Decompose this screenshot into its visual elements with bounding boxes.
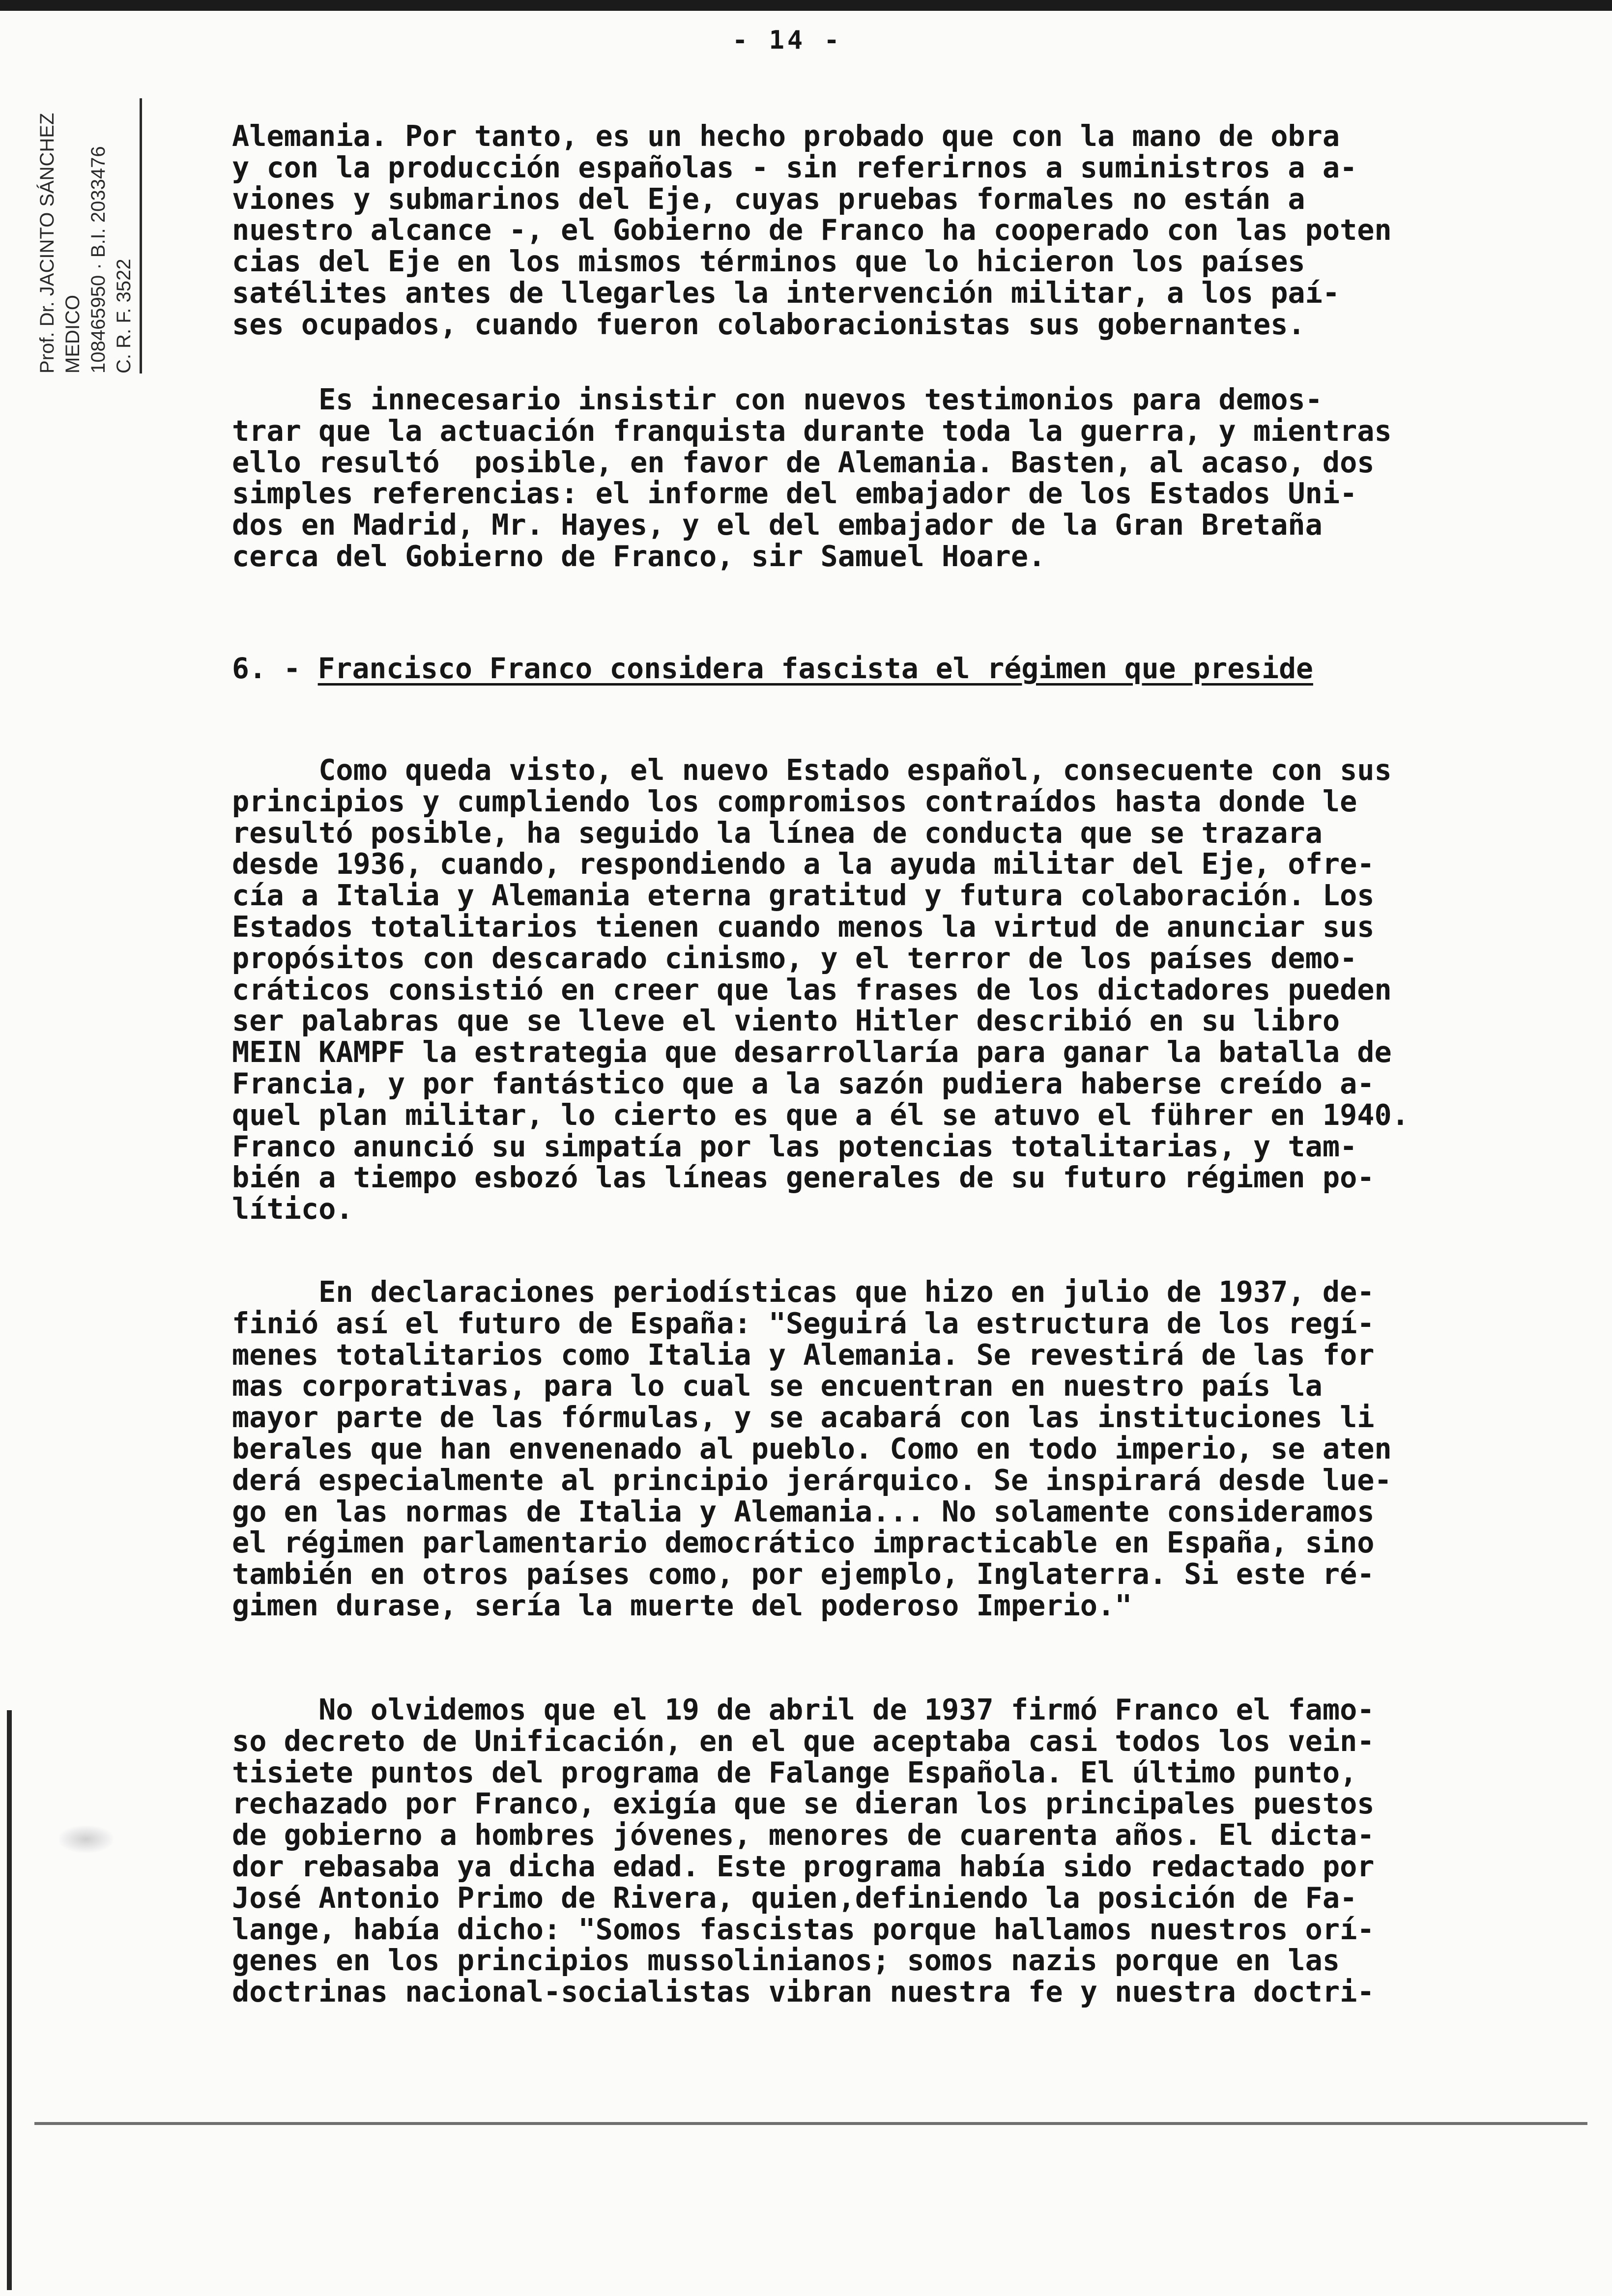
text-line: MEIN KAMPF la estrategia que desarrollaría para ganar la batalla de <box>232 1035 1392 1069</box>
text-line: y con la producción españolas - sin referirnos a suministros a a- <box>232 150 1357 184</box>
paragraph <box>232 384 1563 573</box>
paragraph <box>232 1694 1563 2008</box>
text-line: finió así el futuro de España: "Seguirá la estructura de los regí- <box>232 1306 1375 1340</box>
text-line: Es innecesario insistir con nuevos testimonios para demos- <box>232 383 1323 416</box>
text-line: quel plan militar, lo cierto es que a él se atuvo el führer en 1940. <box>232 1098 1409 1132</box>
section-number: 6. - <box>232 652 318 685</box>
text-line: No olvidemos que el 19 de abril de 1937 firmó Franco el famo- <box>232 1693 1375 1726</box>
doctor-stamp <box>34 20 142 373</box>
page-number: - 14 - <box>732 26 842 55</box>
text-line: viones y submarinos del Eje, cuyas pruebas formales no están a <box>232 182 1305 216</box>
text-line: bién a tiempo esbozó las líneas generales de su futuro régimen po- <box>232 1161 1375 1195</box>
text-line: Francia, y por fantástico que a la sazón pudiera haberse creído a- <box>232 1066 1375 1100</box>
text-line: gimen durase, sería la muerte del poderoso Imperio." <box>232 1588 1132 1622</box>
text-line: cía a Italia y Alemania eterna gratitud y futura colaboración. Los <box>232 879 1375 913</box>
stamp-line: Prof. Dr. JACINTO SÁNCHEZ <box>36 113 58 373</box>
scan-top-border <box>0 0 1612 11</box>
stamp-line: C. R. F. 3522 <box>113 258 135 373</box>
text-line: lítico. <box>232 1192 353 1226</box>
text-line: go en las normas de Italia y Alemania... No solamente consideramos <box>232 1494 1375 1528</box>
text-line: propósitos con descarado cinismo, y el terror de los países demo- <box>232 941 1357 975</box>
text-line: José Antonio Primo de Rivera, quien,definiendo la posición de Fa- <box>232 1881 1357 1915</box>
paragraph <box>232 755 1563 1225</box>
text-line: el régimen parlamentario democrático impracticable en España, sino <box>232 1526 1375 1560</box>
text-line: nuestro alcance -, el Gobierno de Franco ha cooperado con las poten <box>232 213 1392 247</box>
text-line: dos en Madrid, Mr. Hayes, y el del embajador de la Gran Bretaña <box>232 508 1323 542</box>
text-line: genes en los principios mussolinianos; somos nazis porque en las <box>232 1944 1340 1978</box>
scan-left-edge <box>7 1710 12 2290</box>
text-line: ses ocupados, cuando fueron colaboracionistas sus gobernantes. <box>232 307 1305 341</box>
text-line: menes totalitarios como Italia y Alemania. Se revestirá de las for <box>232 1338 1375 1372</box>
text-line: cráticos consistió en creer que las frases de los dictadores pueden <box>232 973 1392 1006</box>
text-line: desde 1936, cuando, respondiendo a la ayuda militar del Eje, ofre- <box>232 847 1375 881</box>
text-line: mayor parte de las fórmulas, y se acabará con las instituciones li <box>232 1401 1375 1435</box>
paragraph <box>232 1277 1563 1622</box>
text-line: Como queda visto, el nuevo Estado español, consecuente con sus <box>232 753 1392 787</box>
text-line: rechazado por Franco, exigía que se dieran los principales puestos <box>232 1787 1375 1821</box>
text-line: dor rebasaba ya dicha edad. Este programa había sido redactado por <box>232 1849 1375 1883</box>
text-line: berales que han envenenado al pueblo. Como en todo imperio, se aten <box>232 1432 1392 1465</box>
text-line: doctrinas nacional-socialistas vibran nuestra fe y nuestra doctri- <box>232 1975 1375 2009</box>
text-line: simples referencias: el informe del embajador de los Estados Uni- <box>232 477 1357 511</box>
paragraph <box>232 121 1563 341</box>
section-heading <box>232 653 1313 684</box>
section-title: Francisco Franco considera fascista el régimen que preside <box>317 652 1313 685</box>
text-line: Franco anunció su simpatía por las potencias totalitarias, y tam- <box>232 1129 1357 1163</box>
text-line: de gobierno a hombres jóvenes, menores de cuarenta años. El dicta- <box>232 1818 1375 1852</box>
stamp-line: MEDICO <box>62 295 84 373</box>
scan-smudge <box>59 1826 113 1853</box>
text-line: satélites antes de llegarles la intervención militar, a los paí- <box>232 276 1340 310</box>
scan-bottom-line <box>34 2122 1587 2125</box>
text-line: ser palabras que se lleve el viento Hitler describió en su libro <box>232 1004 1340 1038</box>
text-line: lange, había dicho: "Somos fascistas porque hallamos nuestros orí- <box>232 1912 1375 1946</box>
stamp-line: 108465950 · B.I. 2033476 <box>87 146 109 373</box>
text-line: derá especialmente al principio jerárquico. Se inspirará desde lue- <box>232 1463 1392 1497</box>
text-line: trar que la actuación franquista durante toda la guerra, y mientras <box>232 414 1392 448</box>
text-line: so decreto de Unificación, en el que aceptaba casi todos los vein- <box>232 1724 1375 1758</box>
text-line: también en otros países como, por ejemplo, Inglaterra. Si este ré- <box>232 1557 1375 1591</box>
text-line: resultó posible, ha seguido la línea de conducta que se trazara <box>232 816 1323 850</box>
text-line: Alemania. Por tanto, es un hecho probado que con la mano de obra <box>232 119 1340 153</box>
text-line: Estados totalitarios tienen cuando menos la virtud de anunciar sus <box>232 910 1375 944</box>
text-line: tisiete puntos del programa de Falange Española. El último punto, <box>232 1755 1357 1789</box>
text-line: cias del Eje en los mismos términos que lo hicieron los países <box>232 245 1305 279</box>
stamp-underline <box>140 98 142 373</box>
text-line: mas corporativas, para lo cual se encuentran en nuestro país la <box>232 1369 1323 1403</box>
text-line: En declaraciones periodísticas que hizo en julio de 1937, de- <box>232 1275 1375 1309</box>
text-line: ello resultó posible, en favor de Alemania. Basten, al acaso, dos <box>232 445 1375 479</box>
text-line: principios y cumpliendo los compromisos contraídos hasta donde le <box>232 784 1357 818</box>
text-line: cerca del Gobierno de Franco, sir Samuel Hoare. <box>232 539 1046 573</box>
